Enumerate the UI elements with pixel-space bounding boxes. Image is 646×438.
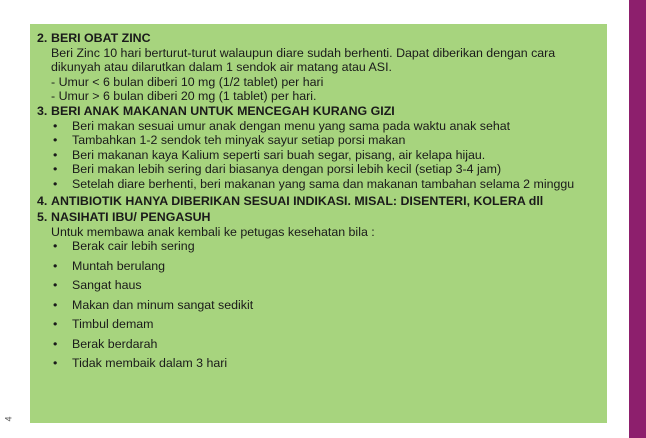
content (37, 31, 607, 376)
section-title: NASIHATI IBU/ PENGASUH (51, 210, 211, 225)
list-item: • Beri makanan kaya Kalium seperti sari buah segar, pisang, air kelapa hijau. (53, 147, 486, 162)
section-antibiotic (37, 194, 607, 209)
list-item: • Muntah berulang (53, 258, 165, 273)
list-item: • Beri makan lebih sering dari biasanya dengan porsi lebih kecil (setiap 3-4 jam) (53, 162, 502, 177)
dosage-line: - Umur > 6 bulan diberi 20 mg (1 tablet) per hari. (51, 89, 317, 104)
bullet-icon: • (53, 317, 58, 332)
section-number: 3. (37, 103, 48, 118)
section-paragraph: Beri Zinc 10 hari berturut-turut walaupun diare sudah berhenti. Dapat diberikan dengan cara dikunyah atau dilarutkan dalam 1 sendok air matang atau ASI. (51, 45, 556, 75)
list-item: • Tidak membaik dalam 3 hari (53, 356, 228, 371)
purple-side-stripe (629, 0, 646, 438)
page-number: 4 (3, 416, 14, 422)
section-title: BERI OBAT ZINC (51, 31, 151, 45)
bullet-icon: • (53, 176, 58, 191)
section-intro: Untuk membawa anak kembali ke petugas kesehatan bila : (51, 224, 375, 239)
bullet-icon: • (53, 133, 58, 148)
section-title: BERI ANAK MAKANAN UNTUK MENCEGAH KURANG GIZI (51, 103, 395, 118)
section-number: 5. (37, 210, 48, 225)
list-item: • Beri makan sesuai umur anak dengan menu yang sama pada waktu anak sehat (53, 118, 511, 133)
bullet-icon: • (53, 162, 58, 177)
bullet-icon: • (53, 278, 58, 293)
section-advice (37, 210, 607, 376)
section-nutrition (37, 104, 607, 192)
bullet-icon: • (53, 239, 58, 254)
section-number: 2. (37, 31, 48, 45)
list-item: • Timbul demam (53, 317, 154, 332)
bullet-icon: • (53, 147, 58, 162)
section-number: 4. (37, 193, 48, 208)
bullet-icon: • (53, 258, 58, 273)
bullet-icon: • (53, 118, 58, 133)
list-item: • Tambahkan 1-2 sendok teh minyak sayur setiap porsi makan (53, 133, 406, 148)
dosage-line: - Umur < 6 bulan diberi 10 mg (1/2 tablet) per hari (51, 74, 324, 89)
list-item: • Berak cair lebih sering (53, 239, 195, 254)
list-item: • Berak berdarah (53, 336, 158, 351)
bullet-list (51, 239, 607, 371)
section-zinc (37, 31, 607, 104)
section-title: ANTIBIOTIK HANYA DIBERIKAN SESUAI INDIKASI. MISAL: DISENTERI, KOLERA dll (51, 193, 544, 208)
list-item: • Setelah diare berhenti, beri makanan yang sama dan makanan tambahan selama 2 minggu (53, 176, 575, 191)
bullet-icon: • (53, 297, 58, 312)
list-item: • Makan dan minum sangat sedikit (53, 297, 254, 312)
list-item: • Sangat haus (53, 278, 142, 293)
bullet-icon: • (53, 336, 58, 351)
bullet-icon: • (53, 356, 58, 371)
bullet-list (51, 119, 607, 192)
